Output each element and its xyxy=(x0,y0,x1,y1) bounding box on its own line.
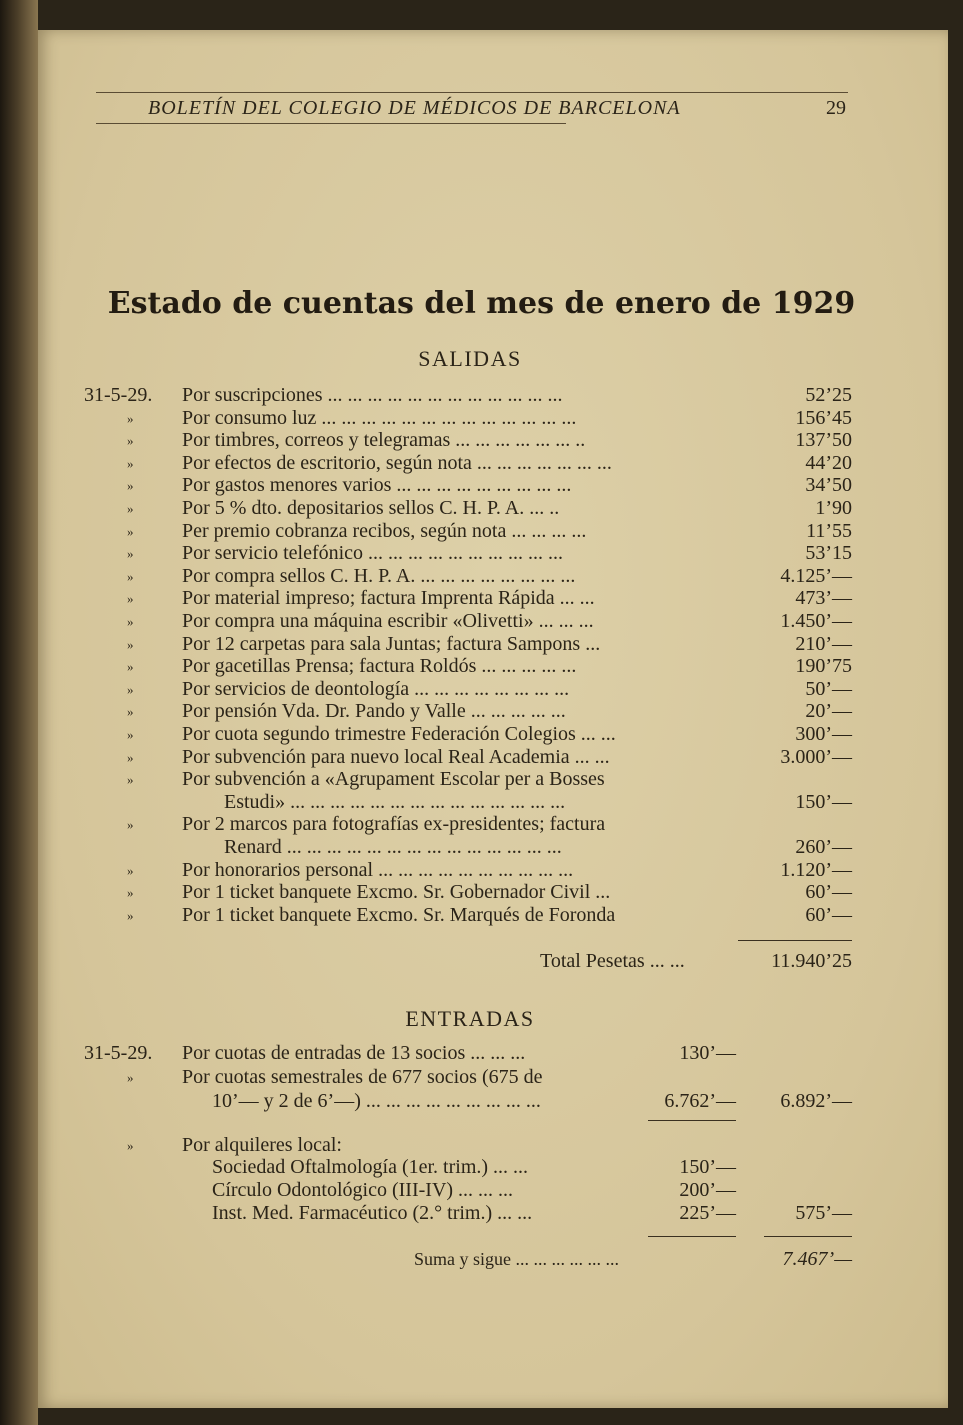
row-amount: 1’90 xyxy=(815,497,852,519)
ditto-mark: » xyxy=(127,478,134,494)
entradas-subrule xyxy=(648,1120,736,1121)
salidas-row xyxy=(84,497,852,520)
salidas-row xyxy=(84,813,852,836)
row-concept: Por timbres, correos y telegramas ... ... ... ... ... ... .. xyxy=(182,429,586,452)
ditto-mark: » xyxy=(127,704,134,720)
row-concept: Por subvención a «Agrupament Escolar per a Bosses xyxy=(182,768,605,791)
ditto-mark: » xyxy=(127,1138,134,1153)
row-concept: Per premio cobranza recibos, según nota ... ... ... ... xyxy=(182,519,587,542)
row-amount: 156’45 xyxy=(795,406,852,429)
row-concept: Estudi» ... ... ... ... ... ... ... ... ... ... ... ... ... ... xyxy=(224,790,566,813)
salidas-row xyxy=(84,587,852,610)
entradas-heading: ENTRADAS xyxy=(405,1006,535,1031)
row-amount-partial: 225’— xyxy=(679,1202,736,1224)
row-concept: Por cuotas de entradas de 13 socios ... ... ... xyxy=(182,1042,526,1064)
salidas-total-row xyxy=(84,950,852,973)
row-concept: Por gastos menores varios ... ... ... ... ... ... ... ... ... xyxy=(182,474,572,497)
row-amount-total: 575’— xyxy=(795,1202,852,1224)
row-concept: Por 5 % dto. depositarios sellos C. H. P. A. ... .. xyxy=(182,497,560,519)
row-amount: 52’25 xyxy=(805,384,852,406)
row-concept: Por 1 ticket banquete Excmo. Sr. Gobernador Civil ... xyxy=(182,881,611,904)
alquileres-rule-2 xyxy=(764,1236,852,1237)
ditto-mark: » xyxy=(127,636,134,652)
salidas-total-rule xyxy=(738,940,852,941)
row-concept: Por servicio telefónico ... ... ... ... ... ... ... ... ... ... xyxy=(182,542,564,565)
row-concept: Por servicios de deontología ... ... ... ... ... ... ... ... xyxy=(182,677,570,700)
suma-row xyxy=(84,1248,852,1271)
ditto-mark: » xyxy=(127,772,134,788)
ditto-mark: » xyxy=(127,614,134,629)
row-amount: 11’55 xyxy=(806,519,852,542)
salidas-row xyxy=(84,723,852,746)
row-amount: 20’— xyxy=(805,700,852,723)
row-amount: 53’15 xyxy=(805,542,852,565)
salidas-row xyxy=(84,474,852,497)
ditto-mark: » xyxy=(127,681,134,697)
salidas-row xyxy=(84,678,852,701)
row-concept: Por gacetillas Prensa; factura Roldós ... ... ... ... ... xyxy=(182,655,577,678)
header-rule xyxy=(96,123,566,124)
row-amount: 50’— xyxy=(805,677,852,700)
alquiler-row xyxy=(84,1179,852,1202)
salidas-row xyxy=(84,655,852,678)
row-concept: Inst. Med. Farmacéutico (2.° trim.) ... ... xyxy=(212,1202,533,1224)
salidas-row xyxy=(84,520,852,543)
row-date: 31-5-29. xyxy=(84,384,153,406)
entradas-row xyxy=(84,1066,852,1089)
salidas-row xyxy=(84,633,852,656)
salidas-row xyxy=(84,859,852,882)
row-amount: 300’— xyxy=(795,723,852,745)
row-concept: Por honorarios personal ... ... ... ... ... ... ... ... ... ... xyxy=(182,858,574,881)
row-amount-partial: 130’— xyxy=(679,1042,736,1064)
ditto-mark: » xyxy=(127,591,134,607)
document-title: Estado de cuentas del mes de enero de 1929 xyxy=(107,286,856,321)
book-binding xyxy=(0,0,38,1425)
ditto-mark: » xyxy=(127,455,134,471)
ditto-mark: » xyxy=(127,546,134,562)
row-amount: 1.120’— xyxy=(780,858,852,881)
alquileres-label: Por alquileres local: xyxy=(182,1134,342,1156)
salidas-row xyxy=(84,565,852,588)
row-amount: 190’75 xyxy=(795,655,852,678)
row-concept: Por cuota segundo trimestre Federación Colegios ... ... xyxy=(182,723,616,745)
row-concept: Por compra una máquina escribir «Olivetti» ... ... ... xyxy=(182,610,594,632)
row-concept: Por 2 marcos para fotografías ex-presidentes; factura xyxy=(182,813,606,836)
row-concept: Por 1 ticket banquete Excmo. Sr. Marqués de Foronda xyxy=(182,903,616,926)
row-amount: 4.125’— xyxy=(780,564,852,587)
row-amount: 137’50 xyxy=(795,429,852,452)
running-title: BOLETÍN DEL COLEGIO DE MÉDICOS DE BARCELONA xyxy=(148,97,681,119)
row-amount: 60’— xyxy=(805,903,852,926)
row-concept: Renard ... ... ... ... ... ... ... ... ... ... ... ... ... ... xyxy=(224,836,562,858)
row-concept: Por consumo luz ... ... ... ... ... ... ... ... ... ... ... ... ... xyxy=(182,406,577,429)
salidas-row xyxy=(84,542,852,565)
ditto-mark: » xyxy=(127,523,134,539)
salidas-row xyxy=(84,768,852,791)
alquiler-row xyxy=(84,1202,852,1225)
salidas-row xyxy=(84,429,852,452)
ditto-mark: » xyxy=(127,659,134,675)
row-concept: Por material impreso; factura Imprenta Rápida ... ... xyxy=(182,587,595,610)
row-date: 31-5-29. xyxy=(84,1042,153,1064)
row-amount-total: 6.892’— xyxy=(780,1090,852,1112)
suma-amount: 7.467’— xyxy=(782,1248,852,1270)
ditto-mark: » xyxy=(127,817,134,833)
ditto-mark: » xyxy=(127,410,134,426)
row-amount: 44’20 xyxy=(805,451,852,474)
row-concept: Por subvención para nuevo local Real Academia ... ... xyxy=(182,745,610,768)
row-amount-partial: 150’— xyxy=(679,1156,736,1178)
ditto-mark: » xyxy=(127,727,134,742)
alquiler-row xyxy=(84,1156,852,1179)
page-number: 29 xyxy=(826,97,846,119)
salidas-row xyxy=(84,881,852,904)
salidas-row xyxy=(84,610,852,633)
ditto-mark: » xyxy=(127,907,134,923)
salidas-row xyxy=(84,836,852,859)
entradas-row xyxy=(84,1090,852,1113)
row-amount: 473’— xyxy=(795,587,852,610)
row-amount: 260’— xyxy=(795,836,852,858)
ditto-mark: » xyxy=(127,862,134,878)
ditto-mark: » xyxy=(127,433,134,449)
row-amount: 1.450’— xyxy=(780,610,852,632)
salidas-row xyxy=(84,384,852,407)
row-amount-partial: 6.762’— xyxy=(664,1090,736,1112)
row-amount: 210’— xyxy=(795,632,852,655)
ditto-mark: » xyxy=(127,1070,134,1085)
row-concept: Por efectos de escritorio, según nota ... ... ... ... ... ... ... xyxy=(182,451,612,474)
ditto-mark: » xyxy=(127,749,134,765)
salidas-row xyxy=(84,407,852,430)
salidas-row xyxy=(84,700,852,723)
total-label: Total Pesetas ... ... xyxy=(540,950,685,972)
row-concept: Sociedad Oftalmología (1er. trim.) ... ... xyxy=(212,1156,529,1178)
salidas-heading: SALIDAS xyxy=(418,346,522,371)
row-amount: 3.000’— xyxy=(780,745,852,768)
salidas-row xyxy=(84,791,852,814)
ditto-mark: » xyxy=(127,885,134,901)
row-concept: Por 12 carpetas para sala Juntas; factura Sampons ... xyxy=(182,632,601,655)
ditto-mark: » xyxy=(127,568,134,584)
row-concept: 10’— y 2 de 6’—) ... ... ... ... ... ... ... ... ... xyxy=(212,1090,541,1112)
row-concept: Por compra sellos C. H. P. A. ... ... ... ... ... ... ... ... xyxy=(182,564,576,587)
salidas-row xyxy=(84,452,852,475)
total-amount: 11.940’25 xyxy=(771,950,852,972)
row-concept: Por pensión Vda. Dr. Pando y Valle ... ... ... ... ... xyxy=(182,700,566,723)
running-header xyxy=(96,92,848,123)
salidas-row xyxy=(84,746,852,769)
row-amount: 60’— xyxy=(805,881,852,904)
row-amount-partial: 200’— xyxy=(679,1179,736,1201)
salidas-row xyxy=(84,904,852,927)
suma-label: Suma y sigue ... ... ... ... ... ... xyxy=(414,1249,619,1269)
row-concept: Por cuotas semestrales de 677 socios (675 de xyxy=(182,1066,543,1088)
row-amount: 150’— xyxy=(795,790,852,813)
alquileres-row xyxy=(84,1134,852,1157)
row-amount: 34’50 xyxy=(805,474,852,497)
ditto-mark: » xyxy=(127,501,134,516)
row-concept: Por suscripciones ... ... ... ... ... ... ... ... ... ... ... ... xyxy=(182,384,563,406)
row-concept: Círculo Odontológico (III-IV) ... ... ... xyxy=(212,1179,514,1201)
entradas-row xyxy=(84,1042,852,1065)
alquileres-rule xyxy=(648,1236,736,1237)
